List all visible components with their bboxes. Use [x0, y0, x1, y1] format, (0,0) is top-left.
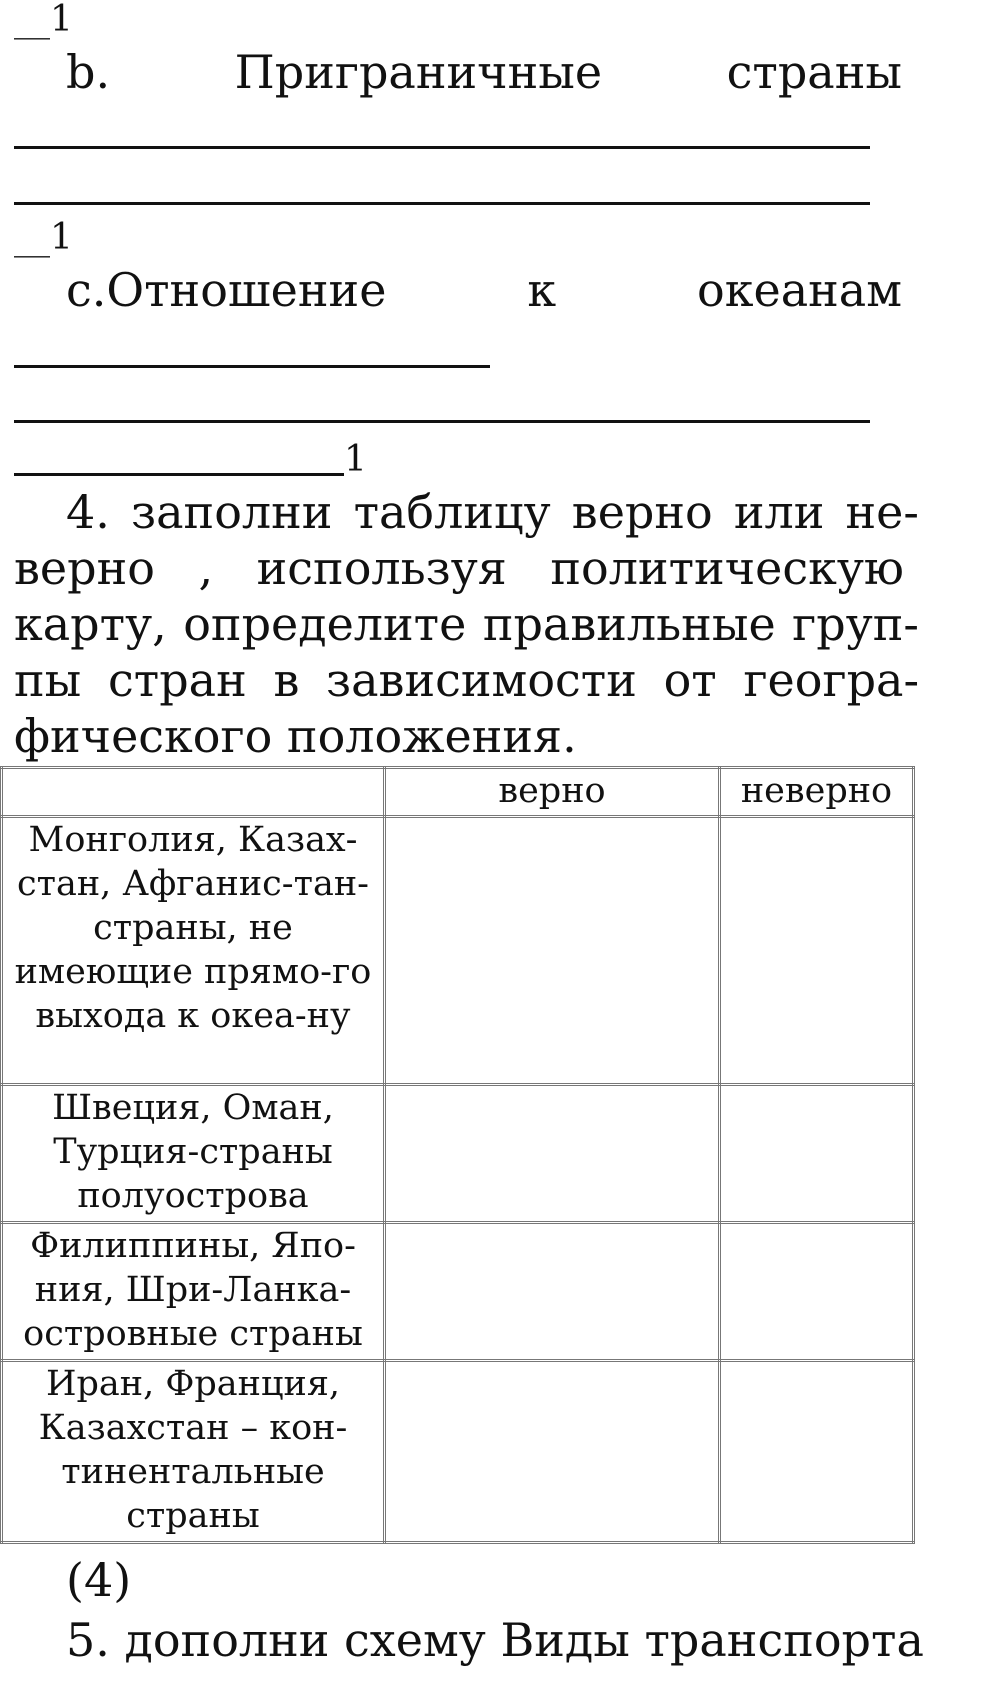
header-cell-true: верно	[385, 768, 720, 817]
task4-line: верно , используя политическую	[14, 541, 904, 595]
true-answer-cell[interactable]	[385, 1085, 720, 1223]
task4-line: фического положения.	[14, 709, 577, 763]
statement-cell: Швеция, Оман, Турция-страны полуострова	[2, 1085, 385, 1223]
answer-line[interactable]	[14, 202, 870, 205]
header-cell-false: неверно	[720, 768, 914, 817]
task4-line: пы стран в зависимости от геогра-	[14, 653, 919, 707]
task4-score: (4)	[66, 1553, 132, 1607]
score-mark: __1	[14, 0, 73, 40]
table-row	[2, 1085, 914, 1223]
item-c-word: с.Отношение	[66, 263, 387, 317]
false-answer-cell[interactable]	[720, 1085, 914, 1223]
item-b-word: страны	[726, 45, 902, 99]
statement-cell: Филиппины, Япо-ния, Шри-Ланка-островные страны	[2, 1223, 385, 1361]
answer-line[interactable]	[14, 365, 490, 368]
true-answer-cell[interactable]	[385, 1361, 720, 1543]
task4-line: карту, определите правильные груп-	[14, 597, 919, 651]
item-b-letter: b.	[66, 45, 111, 99]
false-answer-cell[interactable]	[720, 817, 914, 1085]
true-answer-cell[interactable]	[385, 817, 720, 1085]
answer-line[interactable]	[14, 420, 870, 423]
table-header-row	[2, 768, 914, 817]
statement-cell: Иран, Франция, Казахстан – кон-тинентальные страны	[2, 1361, 385, 1543]
item-c-word: к	[527, 263, 557, 317]
answer-table	[0, 766, 915, 1544]
score-mark: 1	[344, 439, 367, 480]
table-row	[2, 1361, 914, 1543]
item-c-heading	[66, 262, 902, 318]
table-row	[2, 817, 914, 1085]
task4-line: 4. заполни таблицу верно или не-	[66, 485, 919, 539]
item-b-heading	[66, 44, 902, 100]
answer-line[interactable]	[14, 146, 870, 149]
true-answer-cell[interactable]	[385, 1223, 720, 1361]
false-answer-cell[interactable]	[720, 1361, 914, 1543]
item-c-word: океанам	[697, 263, 902, 317]
false-answer-cell[interactable]	[720, 1223, 914, 1361]
statement-cell: Монголия, Казах-стан, Афганис-тан-страны, не имеющие прямо-го выхода к океа-ну	[2, 817, 385, 1085]
task5-heading: 5. дополни схему Виды транспорта	[66, 1613, 924, 1667]
table-row	[2, 1223, 914, 1361]
score-mark: __1	[14, 217, 73, 258]
answer-line[interactable]	[14, 473, 344, 476]
item-b-word: Приграничные	[234, 45, 603, 99]
header-cell-empty	[2, 768, 385, 817]
task4-paragraph	[14, 484, 919, 764]
